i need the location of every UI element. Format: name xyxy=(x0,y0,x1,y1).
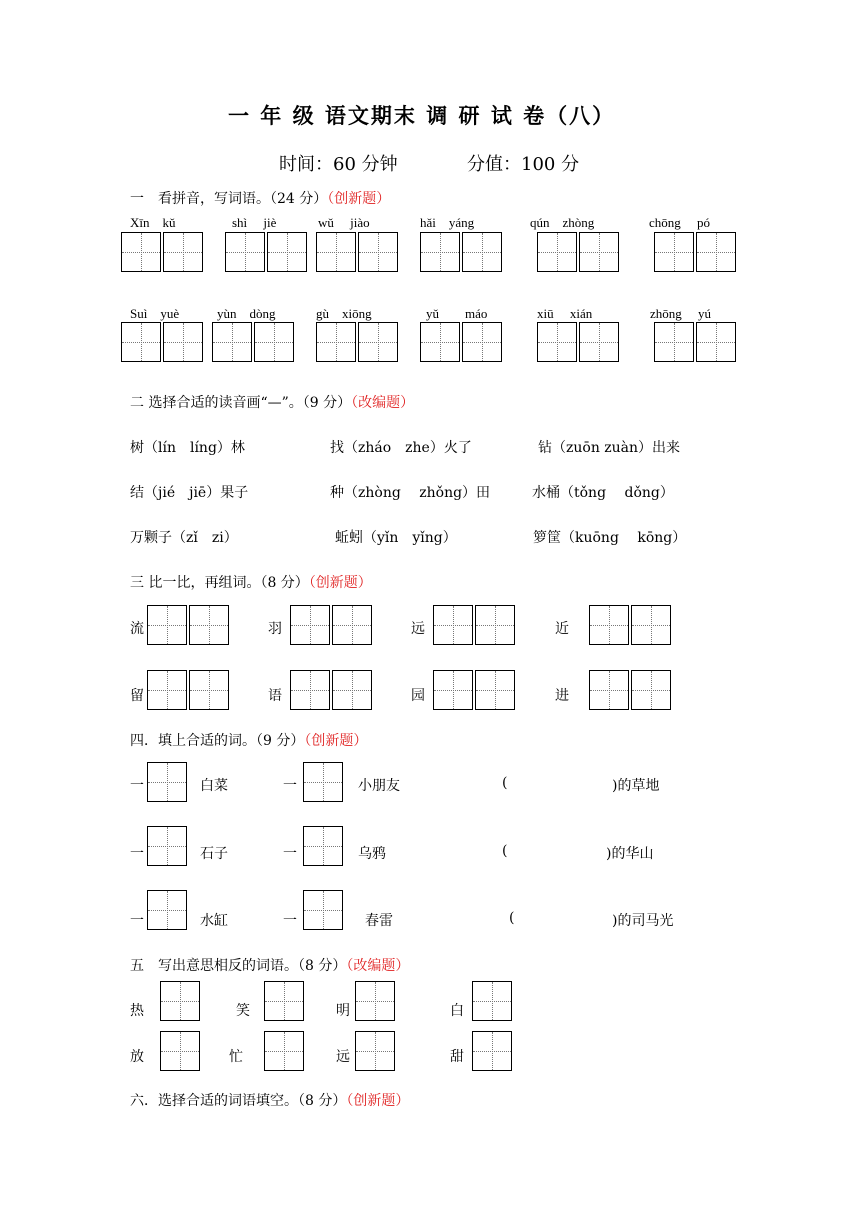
reading-choice[interactable]: 万颗子（zǐ zi） xyxy=(130,530,238,546)
pinyin-yumao: yǔ máo xyxy=(426,306,488,321)
writing-box[interactable] xyxy=(472,1031,512,1071)
writing-box[interactable] xyxy=(420,322,460,362)
section-3-title: 三 比一比，再组词。（8 分） xyxy=(130,575,309,591)
antonym-char: 放 xyxy=(130,1049,144,1065)
compare-char: 流 xyxy=(130,621,144,637)
reading-choice[interactable]: 树（lín líng）林 xyxy=(130,440,245,456)
section-4-title: 四．填上合适的词。（9 分） xyxy=(130,733,305,749)
writing-box[interactable] xyxy=(358,232,398,272)
section-1-tag: （创新题） xyxy=(327,191,391,207)
writing-box[interactable] xyxy=(462,232,502,272)
writing-box[interactable] xyxy=(189,605,229,645)
paren-open: ( xyxy=(502,775,508,791)
writing-box[interactable] xyxy=(267,232,307,272)
section-2-tag: （改编题） xyxy=(351,395,415,411)
pinyin-qunzhong: qún zhòng xyxy=(530,215,595,230)
writing-box[interactable] xyxy=(654,322,694,362)
noun-label: 白菜 xyxy=(200,778,228,794)
writing-box[interactable] xyxy=(212,322,252,362)
writing-box[interactable] xyxy=(290,670,330,710)
writing-box[interactable] xyxy=(472,981,512,1021)
reading-choice[interactable]: 水桶（tǒng dǒng） xyxy=(532,485,674,501)
antonym-char: 明 xyxy=(336,1003,350,1019)
pinyin-chongpo: chōng pó xyxy=(649,215,711,230)
section-3-tag: （创新题） xyxy=(308,575,372,591)
pinyin-suiyue: Suì yuè xyxy=(130,306,180,321)
antonym-char: 甜 xyxy=(450,1049,464,1065)
phrase-blank[interactable]: )的司马光 xyxy=(612,913,674,929)
page-title: 一 年 级 语文期末 调 研 试 卷（八） xyxy=(228,103,616,128)
measure-one: 一 xyxy=(283,846,297,862)
compare-char: 园 xyxy=(411,688,425,704)
measure-word-box[interactable] xyxy=(303,890,343,930)
score-label: 分值：100 分 xyxy=(467,154,580,175)
compare-char: 留 xyxy=(130,688,144,704)
reading-choice[interactable]: 钻（zuōn zuàn）出来 xyxy=(538,440,681,456)
section-1-heading xyxy=(130,188,390,208)
section-6-title: 六．选择合适的词语填空。（8 分） xyxy=(130,1093,347,1109)
writing-box[interactable] xyxy=(537,232,577,272)
phrase-blank[interactable]: )的草地 xyxy=(612,778,660,794)
writing-box[interactable] xyxy=(537,322,577,362)
section-5-tag: （改编题） xyxy=(346,958,410,974)
writing-box[interactable] xyxy=(631,670,671,710)
writing-box[interactable] xyxy=(147,605,187,645)
writing-box[interactable] xyxy=(355,981,395,1021)
pinyin-wujiao: wǔ jiào xyxy=(318,215,370,230)
writing-box[interactable] xyxy=(160,981,200,1021)
writing-box[interactable] xyxy=(254,322,294,362)
writing-box[interactable] xyxy=(332,605,372,645)
writing-box[interactable] xyxy=(121,322,161,362)
section-2-heading xyxy=(130,392,414,412)
pinyin-shijie: shì jiè xyxy=(232,215,277,230)
antonym-char: 远 xyxy=(336,1049,350,1065)
phrase-blank[interactable]: )的华山 xyxy=(606,846,654,862)
compare-char: 近 xyxy=(555,621,569,637)
writing-box[interactable] xyxy=(147,670,187,710)
noun-label: 乌鸦 xyxy=(358,846,386,862)
noun-label: 小朋友 xyxy=(358,778,400,794)
writing-box[interactable] xyxy=(462,322,502,362)
writing-box[interactable] xyxy=(579,232,619,272)
measure-one: 一 xyxy=(283,913,297,929)
measure-word-box[interactable] xyxy=(303,762,343,802)
writing-box[interactable] xyxy=(420,232,460,272)
writing-box[interactable] xyxy=(163,232,203,272)
writing-box[interactable] xyxy=(264,1031,304,1071)
section-1-title: 一 看拼音，写词语。（24 分） xyxy=(130,191,328,207)
measure-one: 一 xyxy=(130,846,144,862)
pinyin-haiyang: hǎi yáng xyxy=(420,215,475,230)
compare-char: 羽 xyxy=(268,621,282,637)
section-4-heading xyxy=(130,730,367,750)
writing-box[interactable] xyxy=(225,232,265,272)
reading-choice[interactable]: 找（zháo zhe）火了 xyxy=(330,440,472,456)
writing-box[interactable] xyxy=(189,670,229,710)
pinyin-xiuxian: xiū xián xyxy=(537,306,593,321)
reading-choice[interactable]: 结（jié jiē）果子 xyxy=(130,485,249,501)
writing-box[interactable] xyxy=(163,322,203,362)
writing-box[interactable] xyxy=(358,322,398,362)
writing-box[interactable] xyxy=(589,605,629,645)
writing-box[interactable] xyxy=(316,232,356,272)
section-3-heading xyxy=(130,572,372,592)
writing-box[interactable] xyxy=(589,670,629,710)
compare-char: 进 xyxy=(555,688,569,704)
writing-box[interactable] xyxy=(579,322,619,362)
reading-choice[interactable]: 种（zhòng zhǒng）田 xyxy=(330,485,491,501)
section-5-title: 五 写出意思相反的词语。（8 分） xyxy=(130,958,347,974)
writing-box[interactable] xyxy=(631,605,671,645)
measure-word-box[interactable] xyxy=(147,762,187,802)
paren-open: ( xyxy=(502,843,508,859)
pinyin-zhongyu: zhōng yú xyxy=(650,306,712,321)
measure-word-box[interactable] xyxy=(147,826,187,866)
writing-box[interactable] xyxy=(264,981,304,1021)
section-5-heading xyxy=(130,955,409,975)
writing-box[interactable] xyxy=(696,322,736,362)
noun-label: 春雷 xyxy=(365,913,393,929)
antonym-char: 白 xyxy=(450,1003,464,1019)
antonym-char: 忙 xyxy=(229,1049,243,1065)
writing-box[interactable] xyxy=(332,670,372,710)
section-6-tag: （创新题） xyxy=(346,1093,410,1109)
section-4-tag: （创新题） xyxy=(304,733,368,749)
writing-box[interactable] xyxy=(654,232,694,272)
pinyin-guxiong: gù xiōng xyxy=(316,306,372,321)
pinyin-xinku: Xīn kǔ xyxy=(130,215,176,230)
writing-box[interactable] xyxy=(696,232,736,272)
writing-box[interactable] xyxy=(316,322,356,362)
writing-box[interactable] xyxy=(160,1031,200,1071)
compare-char: 远 xyxy=(411,621,425,637)
section-2-title: 二 选择合适的读音画“—”。（9 分） xyxy=(130,395,352,411)
writing-box[interactable] xyxy=(433,670,473,710)
antonym-char: 热 xyxy=(130,1003,144,1019)
measure-word-box[interactable] xyxy=(147,890,187,930)
measure-one: 一 xyxy=(283,778,297,794)
measure-word-box[interactable] xyxy=(303,826,343,866)
writing-box[interactable] xyxy=(355,1031,395,1071)
noun-label: 水缸 xyxy=(200,913,228,929)
writing-box[interactable] xyxy=(433,605,473,645)
writing-box[interactable] xyxy=(290,605,330,645)
reading-choice[interactable]: 蚯蚓（yǐn yǐng） xyxy=(335,530,457,546)
compare-char: 语 xyxy=(268,688,282,704)
noun-label: 石子 xyxy=(200,846,228,862)
writing-box[interactable] xyxy=(121,232,161,272)
paren-open: ( xyxy=(509,910,515,926)
pinyin-yundong: yùn dòng xyxy=(217,306,276,321)
antonym-char: 笑 xyxy=(236,1003,250,1019)
writing-box[interactable] xyxy=(475,670,515,710)
section-6-heading xyxy=(130,1090,409,1110)
time-label: 时间：60 分钟 xyxy=(279,154,398,175)
writing-box[interactable] xyxy=(475,605,515,645)
measure-one: 一 xyxy=(130,778,144,794)
reading-choice[interactable]: 箩筐（kuōng kōng） xyxy=(533,530,687,546)
measure-one: 一 xyxy=(130,913,144,929)
